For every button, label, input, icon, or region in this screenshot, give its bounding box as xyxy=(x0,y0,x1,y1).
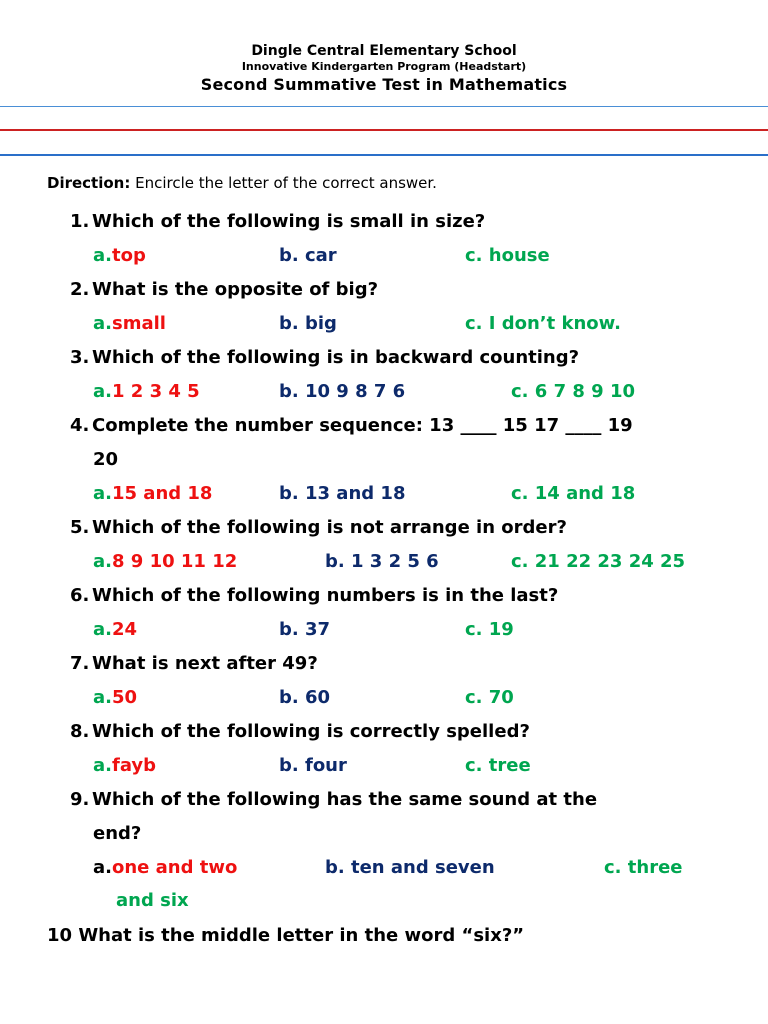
option-text: 8 9 10 11 12 xyxy=(111,551,238,572)
option-c[interactable]: c. house xyxy=(465,245,550,266)
question-text: Which of the following numbers is in the last? xyxy=(92,585,559,606)
option-letter: a. xyxy=(93,313,112,334)
question-1 xyxy=(70,211,485,232)
question-9 xyxy=(70,789,597,810)
question-2 xyxy=(70,279,378,300)
header-rule-red xyxy=(0,129,768,131)
question-number: 7. xyxy=(70,653,90,674)
question-4 xyxy=(70,415,633,436)
option-letter: a. xyxy=(93,857,112,878)
question-number: 1. xyxy=(70,211,90,232)
question-number: 3. xyxy=(70,347,90,368)
question-text: Which of the following is small in size? xyxy=(92,211,486,232)
option-letter: a. xyxy=(93,381,112,402)
option-a[interactable] xyxy=(93,483,212,504)
option-b[interactable]: b. four xyxy=(279,755,347,776)
option-b[interactable]: b. big xyxy=(279,313,337,334)
option-text: 15 and 18 xyxy=(111,483,213,504)
option-c[interactable]: c. 6 7 8 9 10 xyxy=(511,381,635,402)
option-text: 1 2 3 4 5 xyxy=(111,381,200,402)
option-letter: a. xyxy=(93,551,112,572)
school-name: Dingle Central Elementary School xyxy=(251,43,517,59)
option-b[interactable]: b. 1 3 2 5 6 xyxy=(325,551,439,572)
question-text: Which of the following has the same sound at the xyxy=(92,789,598,810)
option-text: fayb xyxy=(111,755,157,776)
option-a[interactable] xyxy=(93,551,237,572)
question-text: Which of the following is correctly spelled? xyxy=(92,721,530,742)
option-c[interactable]: c. I don’t know. xyxy=(465,313,621,334)
header-rule-blue xyxy=(0,106,768,107)
option-b[interactable]: b. 37 xyxy=(279,619,331,640)
option-a[interactable] xyxy=(93,381,200,402)
option-c[interactable]: c. three xyxy=(604,857,683,878)
question-3 xyxy=(70,347,579,368)
option-b[interactable]: b. 13 and 18 xyxy=(279,483,406,504)
option-letter: a. xyxy=(93,483,112,504)
question-4-continued: 20 xyxy=(93,449,119,470)
header-rule-blue-2 xyxy=(0,154,768,156)
test-title: Second Summative Test in Mathematics xyxy=(200,75,568,94)
question-7 xyxy=(70,653,318,674)
option-text: 24 xyxy=(111,619,138,640)
option-c[interactable]: c. tree xyxy=(465,755,531,776)
question-text: What is the opposite of big? xyxy=(92,279,379,300)
option-letter: a. xyxy=(93,755,112,776)
question-text: Which of the following is not arrange in order? xyxy=(92,517,567,538)
question-number: 4. xyxy=(70,415,90,436)
option-b[interactable]: b. 10 9 8 7 6 xyxy=(279,381,406,402)
option-a[interactable] xyxy=(93,619,137,640)
direction xyxy=(47,174,437,192)
option-text: one and two xyxy=(111,857,238,878)
option-c[interactable]: c. 70 xyxy=(465,687,514,708)
direction-label: Direction: xyxy=(47,174,131,192)
question-number: 6. xyxy=(70,585,90,606)
question-number: 10 xyxy=(47,925,73,946)
option-a[interactable] xyxy=(93,687,137,708)
option-text: 50 xyxy=(111,687,138,708)
option-c[interactable]: c. 19 xyxy=(465,619,514,640)
option-text: small xyxy=(111,313,166,334)
question-text: What is the middle letter in the word “six?” xyxy=(72,925,525,946)
question-number: 5. xyxy=(70,517,90,538)
option-a[interactable] xyxy=(93,755,156,776)
option-c[interactable]: c. 14 and 18 xyxy=(511,483,636,504)
option-letter: a. xyxy=(93,619,112,640)
question-number: 8. xyxy=(70,721,90,742)
option-c-continued: and six xyxy=(116,890,189,911)
question-8 xyxy=(70,721,530,742)
option-a[interactable] xyxy=(93,857,237,878)
question-10 xyxy=(47,925,524,946)
question-9-continued: end? xyxy=(93,823,142,844)
question-5 xyxy=(70,517,567,538)
option-text: top xyxy=(111,245,146,266)
question-number: 2. xyxy=(70,279,90,300)
option-a[interactable] xyxy=(93,245,146,266)
question-6 xyxy=(70,585,558,606)
direction-text: Encircle the letter of the correct answer. xyxy=(130,174,437,192)
option-b[interactable]: b. 60 xyxy=(279,687,331,708)
option-a[interactable] xyxy=(93,313,166,334)
option-b[interactable]: b. car xyxy=(279,245,337,266)
question-text: Complete the number sequence: 13 ____ 15 17 ____ 19 xyxy=(92,415,633,436)
question-text: Which of the following is in backward counting? xyxy=(92,347,580,368)
option-c[interactable]: c. 21 22 23 24 25 xyxy=(511,551,686,572)
option-b[interactable]: b. ten and seven xyxy=(325,857,495,878)
program-name: Innovative Kindergarten Program (Headstart) xyxy=(241,60,527,73)
option-letter: a. xyxy=(93,245,112,266)
question-number: 9. xyxy=(70,789,90,810)
question-text: What is next after 49? xyxy=(92,653,318,674)
option-letter: a. xyxy=(93,687,112,708)
